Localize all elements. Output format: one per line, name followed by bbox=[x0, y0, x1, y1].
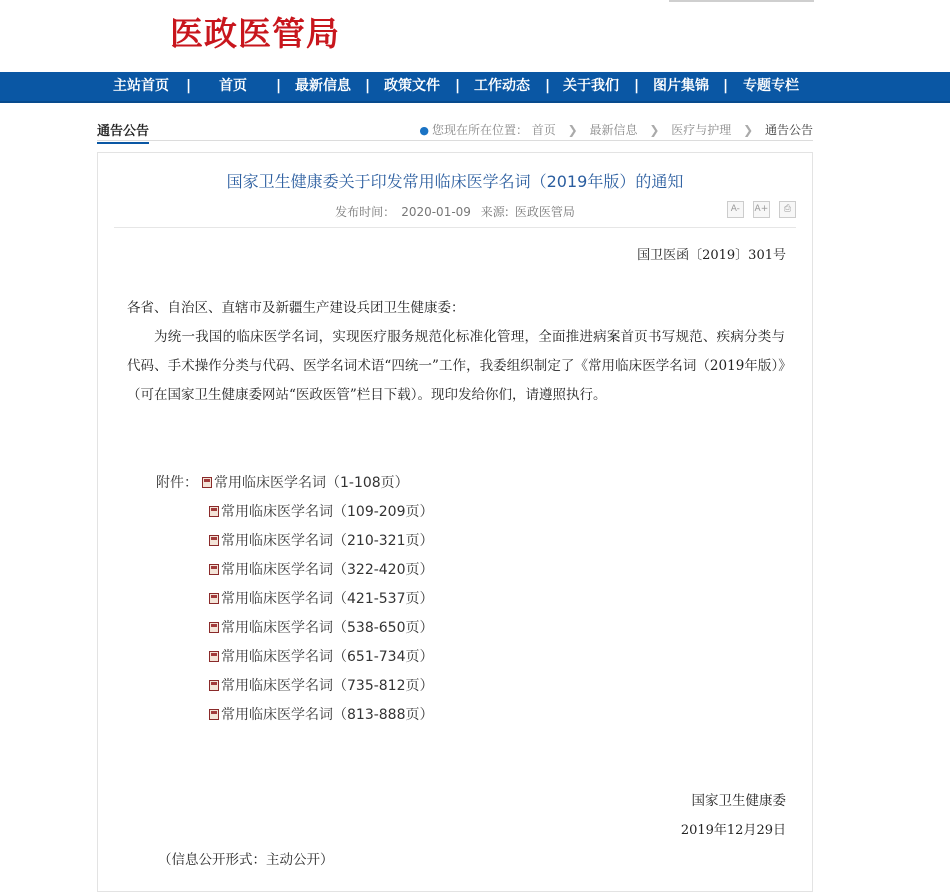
attachment-link[interactable]: 常用临床医学名词（322-420页） bbox=[221, 562, 434, 578]
nav-separator: | bbox=[723, 78, 729, 94]
search-box[interactable] bbox=[669, 0, 814, 2]
attachment-link[interactable]: 常用临床医学名词（651-734页） bbox=[221, 649, 434, 665]
print-icon: ⎙ bbox=[783, 204, 792, 214]
nav-item-policy[interactable]: 政策文件 bbox=[384, 78, 440, 94]
nav-item-latest[interactable]: 最新信息 bbox=[295, 78, 351, 94]
breadcrumb-item-medical-care[interactable]: 医疗与护理 bbox=[671, 123, 732, 137]
publish-label: 发布时间： bbox=[335, 205, 396, 219]
nav-item-about[interactable]: 关于我们 bbox=[563, 78, 619, 94]
main-nav bbox=[0, 72, 950, 103]
attachment-item bbox=[209, 498, 434, 527]
document-number: 国卫医函〔2019〕301号 bbox=[637, 248, 786, 263]
disclosure-note: （信息公开形式：主动公开） bbox=[158, 852, 334, 868]
attachment-item bbox=[209, 585, 434, 614]
signer: 国家卫生健康委 bbox=[691, 793, 786, 809]
chevron-right-icon: ❯ bbox=[649, 123, 660, 137]
pdf-file-icon bbox=[209, 709, 219, 720]
article-panel bbox=[97, 152, 813, 892]
chevron-right-icon: ❯ bbox=[567, 123, 578, 137]
section-bar bbox=[97, 116, 813, 141]
nav-item-work-news[interactable]: 工作动态 bbox=[474, 78, 530, 94]
attachment-item bbox=[209, 701, 434, 730]
attachments-label: 附件： bbox=[156, 475, 198, 491]
pdf-file-icon bbox=[209, 564, 219, 575]
body-paragraph: 为统一我国的临床医学名词，实现医疗服务规范化标准化管理，全面推进病案首页书写规范、疾病分类与代码、手术操作分类与代码、医学名词术语“四统一”工作，我委组织制定了《常用临床医学名词（2019年版）》（可在国家卫生健康委网站“医政医管”栏目下载）。现印发给你们，请遵照执行。 bbox=[127, 329, 785, 403]
nav-separator: | bbox=[634, 78, 640, 94]
pdf-file-icon bbox=[209, 651, 219, 662]
title-divider bbox=[114, 227, 796, 228]
nav-item-gallery[interactable]: 图片集锦 bbox=[653, 78, 709, 94]
nav-separator: | bbox=[365, 78, 371, 94]
attachment-link[interactable]: 常用临床医学名词（1-108页） bbox=[214, 475, 409, 491]
attachment-item bbox=[209, 672, 434, 701]
attachment-item bbox=[209, 614, 434, 643]
article-meta bbox=[98, 203, 812, 220]
pdf-file-icon bbox=[209, 535, 219, 546]
salutation: 各省、自治区、直辖市及新疆生产建设兵团卫生健康委： bbox=[127, 300, 465, 316]
attachment-item bbox=[156, 469, 409, 498]
attachment-link[interactable]: 常用临床医学名词（421-537页） bbox=[221, 591, 434, 607]
font-decrease-button[interactable]: A- bbox=[727, 201, 744, 218]
attachment-link[interactable]: 常用临床医学名词（813-888页） bbox=[221, 707, 434, 723]
breadcrumb-prefix: 您现在所在位置： bbox=[431, 123, 528, 137]
section-title: 通告公告 bbox=[97, 120, 149, 144]
nav-separator: | bbox=[455, 78, 461, 94]
nav-item-home[interactable]: 首页 bbox=[219, 78, 247, 94]
site-header bbox=[0, 0, 950, 72]
nav-separator: | bbox=[545, 78, 551, 94]
pdf-file-icon bbox=[209, 680, 219, 691]
site-logo[interactable]: 医政医管局 bbox=[170, 14, 340, 53]
attachment-link[interactable]: 常用临床医学名词（109-209页） bbox=[221, 504, 434, 520]
breadcrumb bbox=[419, 121, 813, 138]
attachment-link[interactable]: 常用临床医学名词（538-650页） bbox=[221, 620, 434, 636]
pdf-file-icon bbox=[209, 622, 219, 633]
font-increase-button[interactable]: A+ bbox=[753, 201, 770, 218]
sign-date: 2019年12月29日 bbox=[680, 823, 786, 838]
pdf-file-icon bbox=[202, 477, 212, 488]
article-title: 国家卫生健康委关于印发常用临床医学名词（2019年版）的通知 bbox=[226, 172, 684, 191]
location-pin-icon: ● bbox=[419, 124, 429, 137]
source-value: 医政医管局 bbox=[514, 205, 575, 219]
font-tools bbox=[723, 201, 796, 220]
attachment-item bbox=[209, 527, 434, 556]
attachment-item bbox=[209, 556, 434, 585]
attachment-item bbox=[209, 643, 434, 672]
nav-separator: | bbox=[276, 78, 282, 94]
nav-separator: | bbox=[186, 78, 192, 94]
publish-date: 2020-01-09 bbox=[401, 205, 471, 219]
attachment-link[interactable]: 常用临床医学名词（735-812页） bbox=[221, 678, 434, 694]
nav-item-topics[interactable]: 专题专栏 bbox=[743, 78, 799, 94]
source-label: 来源: bbox=[480, 205, 509, 219]
print-button[interactable] bbox=[779, 201, 796, 218]
breadcrumb-item-home[interactable]: 首页 bbox=[531, 123, 556, 137]
pdf-file-icon bbox=[209, 593, 219, 604]
chevron-right-icon: ❯ bbox=[743, 123, 754, 137]
attachment-link[interactable]: 常用临床医学名词（210-321页） bbox=[221, 533, 434, 549]
breadcrumb-item-latest[interactable]: 最新信息 bbox=[589, 123, 638, 137]
nav-item-main-home[interactable]: 主站首页 bbox=[113, 78, 169, 94]
breadcrumb-item-current: 通告公告 bbox=[764, 123, 813, 137]
pdf-file-icon bbox=[209, 506, 219, 517]
